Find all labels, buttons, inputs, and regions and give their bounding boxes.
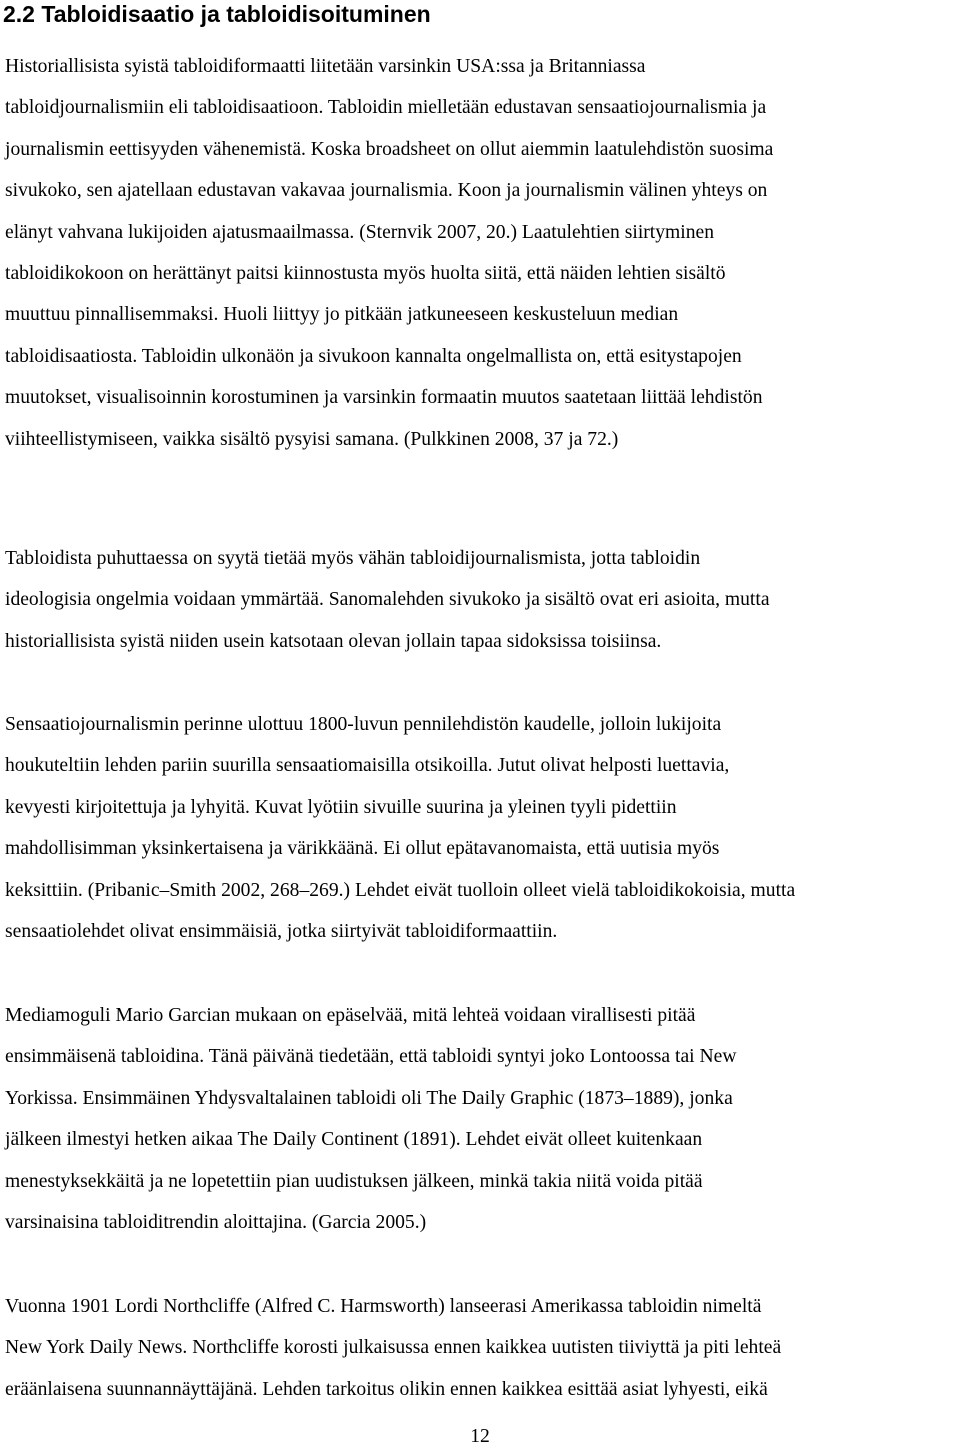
text-line: eräänlaisena suunnannäyttäjänä. Lehden tarkoitus olikin ennen kaikkea esittää asiat lyhyesti, eikä	[5, 1378, 768, 1400]
text-line: Tabloidista puhuttaessa on syytä tietää myös vähän tabloidijournalismista, jotta tabloidin	[5, 548, 701, 569]
paragraph-2	[5, 538, 770, 662]
text-line: tabloidjournalismiin eli tabloidisaatioon. Tabloidin mielletään edustavan sensaatiojournalismia ja	[5, 97, 767, 119]
page-number: 12	[470, 1426, 490, 1447]
text-line: Historiallisista syistä tabloidiformaatti liitetään varsinkin USA:ssa ja Britanniassa	[5, 56, 646, 77]
text-line: kevyesti kirjoitettuja ja lyhyitä. Kuvat lyötiin sivuille suurina ja yleinen tyyli pidettiin	[5, 796, 677, 818]
text-line: Vuonna 1901 Lordi Northcliffe (Alfred C. Harmsworth) lanseerasi Amerikassa tabloidin nimeltä	[5, 1296, 762, 1317]
text-line: jälkeen ilmestyi hetken aikaa The Daily Continent (1891). Lehdet eivät olleet kuitenkaan	[5, 1129, 703, 1151]
text-line: menestyksekkäitä ja ne lopetettiin pian uudistuksen jälkeen, minkä takia niitä voida pitää	[5, 1170, 703, 1192]
text-line: journalismin eettisyyden vähenemistä. Koska broadsheet on ollut aiemmin laatulehdistön suosima	[5, 138, 774, 160]
text-line: sensaatiolehdet olivat ensimmäisiä, jotka siirtyivät tabloidiformaattiin.	[5, 920, 558, 942]
text-line: muuttuu pinnallisemmaksi. Huoli liittyy jo pitkään jatkuneeseen keskusteluun median	[5, 304, 679, 326]
text-line: varsinaisina tabloiditrendin aloittajina. (Garcia 2005.)	[5, 1211, 427, 1233]
paragraph-5	[5, 1286, 781, 1410]
text-line: Mediamoguli Mario Garcian mukaan on epäselvää, mitä lehteä voidaan virallisesti pitää	[5, 1005, 696, 1026]
text-line: historiallisista syistä niiden usein katsotaan olevan jollain tapaa sidoksissa toisiinsa.	[5, 630, 662, 652]
paragraph-3	[5, 704, 795, 952]
section-heading: 2.2 Tabloidisaatio ja tabloidisoituminen	[3, 1, 431, 27]
text-line: ensimmäisenä tabloidina. Tänä päivänä tiedetään, että tabloidi syntyi joko Lontoossa tai New	[5, 1046, 737, 1068]
text-line: elänyt vahvana lukijoiden ajatusmaailmassa. (Sternvik 2007, 20.) Laatulehtien siirtyminen	[5, 221, 715, 243]
text-line: muutokset, visualisoinnin korostuminen ja varsinkin formaatin muutos saatetaan liittää lehdistön	[5, 387, 763, 409]
paragraph-1	[5, 46, 773, 460]
text-line: Sensaatiojournalismin perinne ulottuu 1800-luvun pennilehdistön kaudelle, jolloin lukijoita	[5, 714, 722, 735]
text-line: tabloidisaatiosta. Tabloidin ulkonäön ja sivukoon kannalta ongelmallista on, että esitystapojen	[5, 345, 742, 367]
text-line: keksittiin. (Pribanic–Smith 2002, 268–269.) Lehdet eivät tuolloin olleet vielä tabloidikokoisia, mutta	[5, 879, 796, 901]
text-line: viihteellistymiseen, vaikka sisältö pysyisi samana. (Pulkkinen 2008, 37 ja 72.)	[5, 428, 619, 450]
text-line: New York Daily News. Northcliffe korosti julkaisussa ennen kaikkea uutisten tiiviyttä ja piti lehteä	[5, 1337, 782, 1359]
paragraph-4	[5, 995, 736, 1243]
text-line: houkuteltiin lehden pariin suurilla sensaatiomaisilla otsikoilla. Jutut olivat helposti luettavia,	[5, 755, 730, 777]
text-line: sivukoko, sen ajatellaan edustavan vakavaa journalismia. Koon ja journalismin välinen yhteys on	[5, 180, 768, 202]
text-line: tabloidikokoon on herättänyt paitsi kiinnostusta myös huolta siitä, että näiden lehtien sisältö	[5, 262, 726, 284]
text-line: ideologisia ongelmia voidaan ymmärtää. Sanomalehden sivukoko ja sisältö ovat eri asioita, mutta	[5, 589, 770, 611]
text-line: Yorkissa. Ensimmäinen Yhdysvaltalainen tabloidi oli The Daily Graphic (1873–1889), jonka	[5, 1087, 733, 1109]
text-line: mahdollisimman yksinkertaisena ja värikkäänä. Ei ollut epätavanomaista, että uutisia myös	[5, 838, 720, 860]
